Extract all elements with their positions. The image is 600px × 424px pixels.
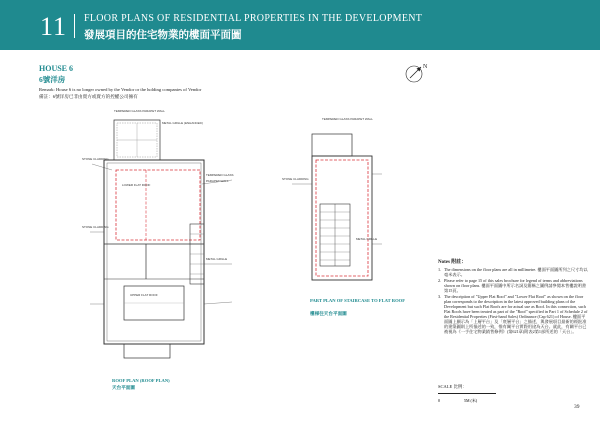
section-number: 11	[40, 12, 68, 41]
staircase-part-plan	[282, 104, 392, 294]
notes-block	[438, 258, 588, 335]
note-number: 2.	[438, 278, 442, 283]
note-item	[438, 294, 588, 334]
note-number: 3.	[438, 294, 442, 299]
north-arrow-icon	[402, 58, 430, 86]
note-text: The description of "Upper Flat Roof" and "Lower Flat Roof" as shown on the floor plan corresponds to the description in the latest approved building plans of the Development but such Flat Roofs are for actual use as Roof. In this connection, such Flat Roofs have been treated as part of the "Roof" specified in Part 1 of Schedule 2 of the Residential Properties (First-hand Sales) Ordinance (Cap 621) of House. 樓面平面圖上顯示為「上層平台」及「底層平台」之描述，與發展項目最新的經批准的建築圖則上所描述的一致，惟有關平台實際用途為天台。就此，有關平台已被視為《一手住宅物業銷售條例》(第621章)附表2第1部所述的「天台」。	[444, 294, 588, 334]
header-divider	[74, 14, 75, 38]
section-title-en: FLOOR PLANS OF RESIDENTIAL PROPERTIES IN THE DEVELOPMENT	[84, 13, 423, 24]
section-title-zh: 發展項目的住宅物業的樓面平面圖	[84, 30, 242, 41]
label-tempered-glass-parapet: TEMPERED GLASS PARAPET WALL	[114, 109, 165, 113]
page-number: 39	[574, 404, 580, 410]
roof-plan-caption-en: ROOF PLAN (ROOF PLAN)	[112, 378, 170, 383]
note-text: Please refer to page 15 of this sales brochure for legend of terms and abbreviations shown on floor plans. 樓面平面圖中所示名詞及簡稱之圖例請參閱本售樓說明書第15頁。	[444, 278, 587, 293]
note-text: The dimensions on the floor plans are all in millimetre. 樓面平面圖所列之尺寸均以毫米表示。	[444, 267, 588, 277]
page-header	[0, 0, 600, 50]
label-stone-cladding-left: STONE CLADDING	[82, 225, 109, 229]
scale-bar	[438, 384, 498, 403]
label-stone-cladding-right: STONE CLADDING	[282, 177, 309, 181]
label-tempered-glass: TEMPERED GLASS	[206, 173, 234, 177]
label-metal-grille: METAL GRILLE (ENHANCED)	[162, 121, 203, 125]
label-lower-flat-roof: LOWER FLAT ROOF	[122, 183, 151, 187]
note-item	[438, 278, 588, 293]
label-parapet-wall: PARAPET WALL	[206, 179, 229, 183]
notes-heading: Notes 附註：	[438, 260, 467, 265]
scale-label: SCALE 比例：	[438, 384, 467, 389]
north-label: N	[423, 64, 428, 70]
note-item	[438, 267, 588, 277]
remark-en: Remark: House 6 is no longer owned by the Vendor or the holding companies of Vendor	[39, 87, 202, 92]
staircase-caption-en: PART PLAN OF STAIRCASE TO FLAT ROOF	[310, 298, 406, 303]
note-number: 1.	[438, 267, 442, 272]
scale-line	[438, 393, 496, 403]
scale-tick-start: 0	[438, 398, 440, 403]
label-stone-cladding: STONE CLADDING	[82, 157, 109, 161]
scale-tick-end: 5M (米)	[464, 398, 478, 403]
roof-plan-caption-zh: 天台平面圖	[112, 385, 135, 390]
house-title-zh: 6號洋房	[39, 75, 66, 84]
remark-zh: 備註：6號洋房已非由賣方或賣方的控權公司擁有	[39, 94, 138, 99]
roof-floor-plan	[82, 104, 262, 374]
label-metal-grille-right: METAL GRILLE	[206, 257, 228, 261]
label-upper-flat-roof: UPPER FLAT ROOF	[130, 293, 158, 297]
label-metal-grille-stair: METAL GRILLE	[356, 237, 378, 241]
house-title-en: HOUSE 6	[39, 64, 74, 73]
staircase-caption-zh: 樓梯往天台平面圖	[310, 311, 347, 316]
label-tempered-glass-parapet-right: TEMPERED GLASS PARAPET WALL	[322, 117, 373, 121]
